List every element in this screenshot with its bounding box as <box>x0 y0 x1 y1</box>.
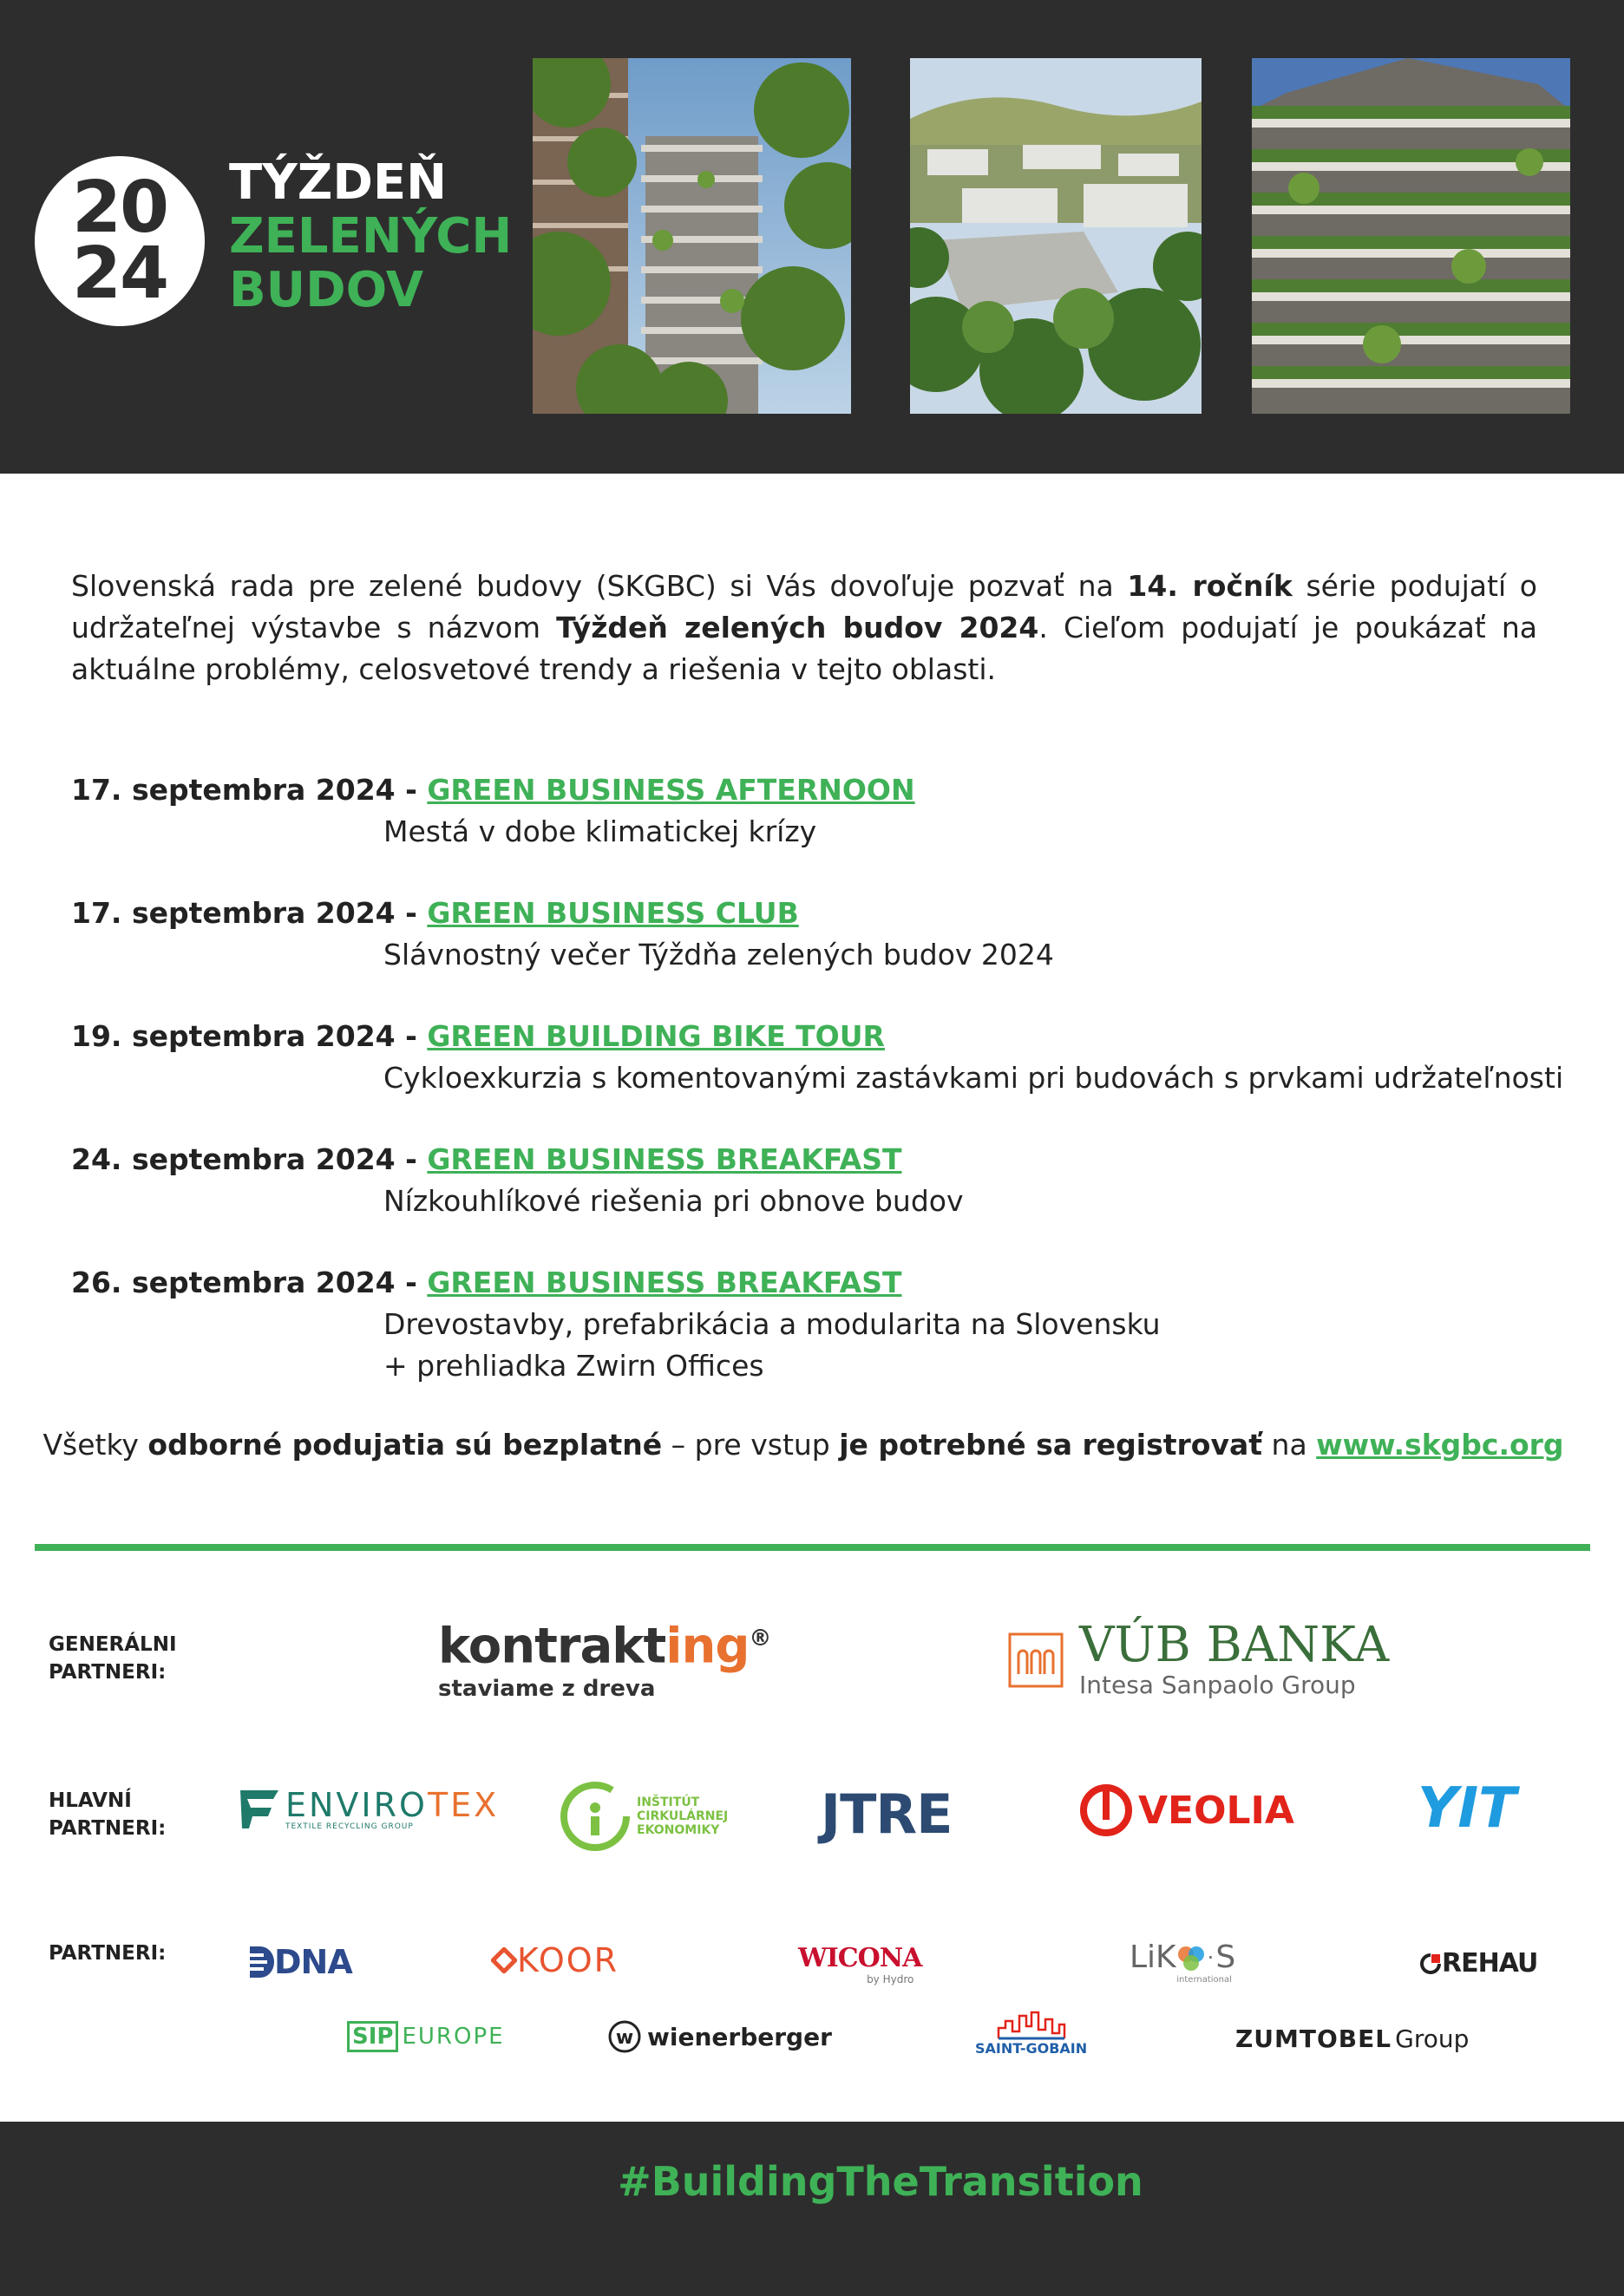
note-free: odborné podujatia sú bezplatné <box>147 1428 663 1462</box>
event-description: Drevostavby, prefabrikácia a modularita na Slovensku <box>383 1307 1161 1341</box>
event-title <box>229 156 512 317</box>
label-line: PARTNERI: <box>49 1942 167 1965</box>
event-item <box>71 1139 964 1222</box>
intro-text-1: Slovenská rada pre zelené budovy (SKGBC) si Vás dovoľuje pozvať na <box>71 569 1128 603</box>
divider <box>35 1544 1590 1551</box>
circular-economy-icon <box>559 1780 632 1853</box>
registered-mark: ® <box>749 1626 771 1652</box>
saint-gobain-logo <box>975 2009 1087 2057</box>
photo-vertical-forest <box>1252 58 1570 414</box>
logo-tagline: by Hydro <box>867 1973 914 1985</box>
registration-note <box>0 1424 1607 1466</box>
rehau-logo <box>1419 1948 1537 1979</box>
logo-tagline: international <box>1176 1975 1232 1985</box>
note-register: je potrebné sa registrovať <box>839 1428 1263 1462</box>
event-link[interactable]: GREEN BUSINESS BREAKFAST <box>427 1266 902 1299</box>
year-bottom: 24 <box>71 232 168 315</box>
logo-tagline: TEXTILE RECYCLING GROUP <box>285 1822 414 1831</box>
intro-text-2: série podujatí o udržateľnej výstavbe s názvom <box>71 569 1537 644</box>
intro-paragraph <box>71 566 1537 690</box>
note-text-2: – pre vstup <box>662 1428 840 1462</box>
header-band <box>0 0 1624 474</box>
logo-text-line: CIRKULÁRNEJ <box>637 1809 729 1823</box>
kontrakting-logo <box>438 1612 770 1704</box>
likos-color-circle-icon <box>1176 1943 1206 1972</box>
logo-text: wienerberger <box>647 2022 832 2051</box>
veolia-mark-icon <box>1079 1783 1133 1837</box>
logo-text: WICONA <box>798 1943 922 1973</box>
intro-edition: 14. ročník <box>1127 569 1293 603</box>
logo-text: kontrakt <box>438 1618 666 1675</box>
logo-text-accent: EUROPE <box>402 2024 505 2050</box>
event-item <box>71 1262 1161 1387</box>
svg-text:w: w <box>615 2027 634 2049</box>
photo-campus-aerial <box>910 58 1202 414</box>
logo-text-accent: ing <box>665 1618 750 1675</box>
event-item <box>71 769 915 853</box>
title-line-2: ZELENÝCH <box>229 208 513 265</box>
logo-text: VÚB BANKA <box>1079 1617 1390 1673</box>
event-description: Mestá v dobe klimatickej krízy <box>383 814 817 848</box>
label-line: PARTNERI: <box>49 1817 167 1840</box>
partners-label <box>49 1939 166 1967</box>
logo-text-accent: S <box>1215 1939 1236 1975</box>
koor-logo <box>491 1941 619 1979</box>
logo-tagline: Intesa Sanpaolo Group <box>1079 1671 1356 1699</box>
event-description: Slávnostný večer Týždňa zelených budov 2024 <box>383 938 1054 971</box>
logo-text: LiK <box>1130 1939 1176 1975</box>
likos-logo: LiK · S international <box>1130 1939 1236 1985</box>
logo-tagline: staviame z dreva <box>438 1675 656 1702</box>
label-line: GENERÁLNI <box>49 1633 177 1656</box>
event-link[interactable]: GREEN BUSINESS CLUB <box>427 896 799 930</box>
zumtobel-logo <box>1235 2025 1469 2053</box>
wicona-logo <box>798 1943 921 1985</box>
rehau-mark-icon <box>1419 1953 1442 1975</box>
logo-text-line: EKONOMIKY <box>637 1823 720 1837</box>
event-date: 17. septembra 2024 - <box>71 773 428 807</box>
note-text-3: na <box>1262 1428 1317 1462</box>
event-link[interactable]: GREEN BUILDING BIKE TOUR <box>427 1019 885 1053</box>
wienerberger-logo <box>607 2019 832 2054</box>
website-link[interactable]: www.skgbc.org <box>1316 1428 1564 1462</box>
year-top: 20 <box>71 167 168 249</box>
event-date: 24. septembra 2024 - <box>71 1142 428 1176</box>
photo-green-tower <box>533 58 851 414</box>
event-link[interactable]: GREEN BUSINESS BREAKFAST <box>427 1142 902 1176</box>
logo-text: DNA <box>274 1943 352 1981</box>
jtre-logo: JTRE <box>821 1783 953 1846</box>
event-description: Cykloexkurzia s komentovanými zastávkami pri budovách s prvkami udržateľnosti <box>383 1061 1564 1095</box>
hashtag: #BuildingTheTransition <box>618 2158 1143 2205</box>
logo-text: SIP <box>347 2021 398 2052</box>
logo-text: ZUMTOBEL <box>1235 2025 1392 2053</box>
label-line: PARTNERI: <box>49 1661 167 1684</box>
label-line: HLAVNÍ <box>49 1789 132 1812</box>
event-item <box>71 893 1054 976</box>
event-description-extra: + prehliadka Zwirn Offices <box>383 1349 764 1383</box>
logo-text: REHAU <box>1442 1948 1538 1979</box>
event-description: Nízkouhlíkové riešenia pri obnove budov <box>383 1184 964 1218</box>
envirotex-mark-icon <box>239 1787 280 1832</box>
vub-banka-logo <box>1008 1617 1390 1700</box>
logo-text-accent: TEX <box>427 1786 500 1824</box>
event-date: 19. septembra 2024 - <box>71 1019 428 1053</box>
note-text-1: Všetky <box>43 1428 148 1462</box>
logo-text-accent: Group <box>1395 2025 1470 2053</box>
logo-text: KOOR <box>517 1941 619 1979</box>
footer-band <box>0 2122 1624 2296</box>
title-line-3: BUDOV <box>229 262 424 318</box>
intro-event-name: Týždeň zelených budov 2024 <box>556 611 1039 644</box>
circular-economy-institute-logo <box>559 1780 728 1853</box>
dna-mark-icon <box>248 1945 274 1979</box>
wienerberger-mark-icon <box>607 2019 642 2054</box>
main-partners-label <box>49 1787 166 1842</box>
event-date: 26. septembra 2024 - <box>71 1266 428 1299</box>
dna-logo <box>248 1943 352 1981</box>
intro-text-3: . Cieľom podujatí je poukázať na aktuálne problémy, celosvetové trendy a riešenia v tejto oblasti. <box>71 611 1537 686</box>
logo-text: VEOLIA <box>1138 1788 1294 1833</box>
general-partners-label <box>49 1631 177 1686</box>
vub-emblem-icon <box>1008 1632 1064 1688</box>
event-date: 17. septembra 2024 - <box>71 896 428 930</box>
saint-gobain-skyline-icon <box>997 2009 1066 2040</box>
logo-text: ENVIRO <box>285 1786 428 1824</box>
yit-logo: YIT <box>1418 1776 1516 1841</box>
sip-europe-logo <box>347 2021 505 2052</box>
event-item <box>71 1016 1563 1099</box>
koor-mark-icon <box>491 1947 517 1973</box>
envirotex-logo <box>239 1787 499 1832</box>
logo-text-line: INŠTITÚT <box>637 1796 700 1809</box>
title-line-1: TÝŽDEŇ <box>229 154 447 211</box>
logo-text: SAINT-GOBAIN <box>975 2040 1088 2057</box>
year-badge <box>35 156 205 326</box>
event-link[interactable]: GREEN BUSINESS AFTERNOON <box>427 773 915 807</box>
veolia-logo <box>1079 1783 1294 1837</box>
